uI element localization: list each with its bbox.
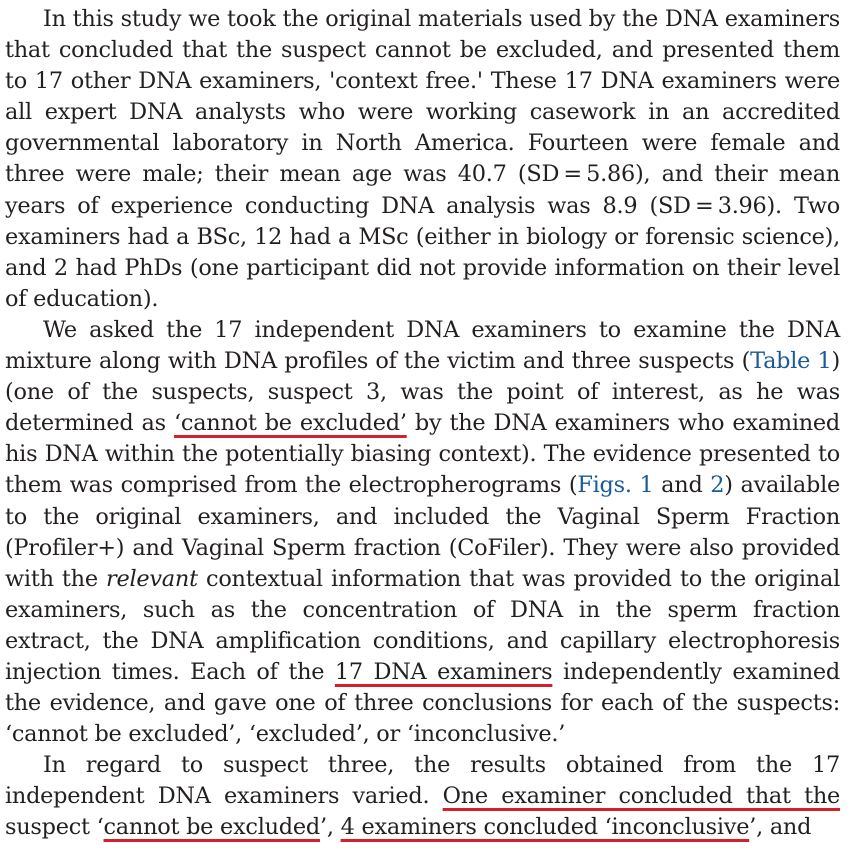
fig-2-link[interactable]: 2 <box>710 472 725 499</box>
figs-1-link[interactable]: Figs. 1 <box>577 472 654 499</box>
underlined-4-examiners-inconclusive: 4 examiners concluded ‘inconclusive <box>340 814 750 841</box>
paragraph-study-description <box>5 4 840 315</box>
paragraph-text: by the DNA examiners who examined his DNA within the potentially biasing context). The evidence presented to them was comprised from the electropherograms ( <box>5 410 841 499</box>
table-1-link[interactable]: Table 1 <box>750 348 832 375</box>
paragraph-text: In this study we took the original materials used by the DNA examiners that concluded that the suspect cannot be excluded, and presented them to 17 other DNA examiners, 'context free.' These 17 DNA examiners were all expert DNA analysts who were working casework in an accredited governmental laboratory in North America. Fourteen were female and three were male; their mean age was 40.7 (SD = 5.86), and their mean years of experience conducting DNA analysis was 8.9 (SD = 3.96). Two examiners had a BSc, 12 had a MSc (either in biology or forensic science), and 2 had PhDs (one participant did not provide information on their level of education). <box>5 6 840 312</box>
paragraph-text: suspect ‘ <box>5 814 104 841</box>
paragraph-results <box>5 750 840 843</box>
paragraph-text: In regard to suspect three, the results obtained from the 17 independent DNA examiners varied. <box>5 752 840 810</box>
underlined-17-dna-examiners: 17 DNA examiners <box>334 658 553 685</box>
paragraph-text: ’, <box>319 814 341 841</box>
paragraph-text: ’, and <box>749 814 812 841</box>
paragraph-text: independently examined the evidence, and gave one of three conclusions for each of the suspects: ‘cannot be excluded’, ‘excluded’, or ‘inconclusive.’ <box>5 658 840 748</box>
paragraph-text: and <box>653 472 711 499</box>
paragraph-text: ) available to the original examiners, and included the Vaginal Sperm Fraction (Profiler+) and Vaginal Sperm fraction (CoFiler). They were also provided with the <box>5 472 840 592</box>
paragraph-method <box>5 315 840 750</box>
paragraph-text: ) (one of the suspects, suspect 3, was the point of interest, as he was determined as <box>5 348 841 437</box>
emphasis-relevant: relevant <box>106 565 198 592</box>
underlined-one-examiner-concluded: One examiner concluded that the <box>442 783 840 810</box>
paragraph-text: contextual information that was provided to the original examiners, such as the concentration of DNA in the sperm fraction extract, the DNA amplification conditions, and capillary electrophoresis injection times. Each of the <box>5 565 840 685</box>
underlined-cannot-be-excluded: ‘cannot be excluded’ <box>174 410 407 437</box>
underlined-cannot-be-excluded-result: cannot be excluded <box>103 814 320 841</box>
paragraph-text: We asked the 17 independent DNA examiners to examine the DNA mixture along with DNA profiles of the victim and three suspects ( <box>5 316 840 375</box>
document-text-column <box>5 4 840 844</box>
